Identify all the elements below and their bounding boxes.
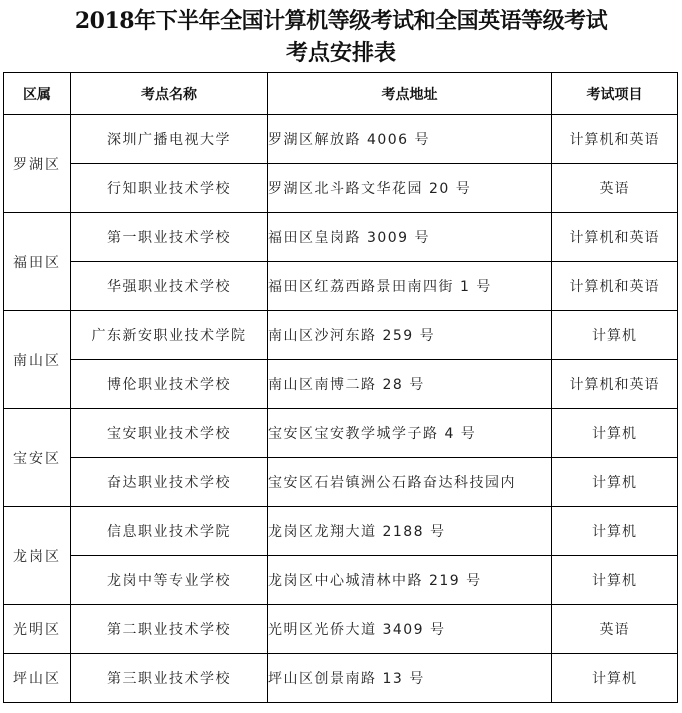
table-row (4, 311, 678, 360)
venue-address-cell: 福田区红荔西路景田南四街 1 号 (268, 262, 552, 311)
venue-address-cell: 龙岗区龙翔大道 2188 号 (268, 507, 552, 556)
table-row (4, 360, 678, 409)
venue-name-cell: 第二职业技术学校 (71, 605, 268, 654)
exam-subject-cell: 计算机 (552, 654, 678, 703)
exam-venue-table (3, 72, 678, 703)
exam-subject-cell: 计算机和英语 (552, 213, 678, 262)
venue-name-cell: 华强职业技术学校 (71, 262, 268, 311)
document-subtitle: 考点安排表 (285, 40, 396, 66)
venue-address-cell: 坪山区创景南路 13 号 (268, 654, 552, 703)
document-title: 2018年下半年全国计算机等级考试和全国英语等级考试 (74, 8, 608, 34)
venue-name-cell: 信息职业技术学院 (71, 507, 268, 556)
venue-address-cell: 龙岗区中心城清林中路 219 号 (268, 556, 552, 605)
district-cell: 龙岗区 (4, 507, 71, 605)
exam-subject-cell: 计算机 (552, 311, 678, 360)
table-row (4, 409, 678, 458)
table-row (4, 262, 678, 311)
table-header-row (4, 73, 678, 115)
table-row (4, 213, 678, 262)
district-cell: 光明区 (4, 605, 71, 654)
venue-name-cell: 龙岗中等专业学校 (71, 556, 268, 605)
exam-subject-cell: 计算机和英语 (552, 115, 678, 164)
venue-address-cell: 罗湖区北斗路文华花园 20 号 (268, 164, 552, 213)
venue-address-cell: 南山区沙河东路 259 号 (268, 311, 552, 360)
header-venue-address: 考点地址 (268, 73, 552, 115)
district-cell: 宝安区 (4, 409, 71, 507)
table-row (4, 115, 678, 164)
exam-subject-cell: 计算机 (552, 507, 678, 556)
venue-address-cell: 宝安区宝安教学城学子路 4 号 (268, 409, 552, 458)
header-exam-subject: 考试项目 (552, 73, 678, 115)
table-row (4, 507, 678, 556)
exam-subject-cell: 计算机 (552, 409, 678, 458)
venue-name-cell: 广东新安职业技术学院 (71, 311, 268, 360)
table-row (4, 458, 678, 507)
venue-address-cell: 罗湖区解放路 4006 号 (268, 115, 552, 164)
exam-subject-cell: 计算机 (552, 458, 678, 507)
exam-subject-cell: 英语 (552, 164, 678, 213)
venue-address-cell: 光明区光侨大道 3409 号 (268, 605, 552, 654)
venue-name-cell: 宝安职业技术学校 (71, 409, 268, 458)
venue-address-cell: 宝安区石岩镇洲公石路奋达科技园内 (268, 458, 552, 507)
exam-subject-cell: 英语 (552, 605, 678, 654)
header-district: 区属 (4, 73, 71, 115)
venue-name-cell: 第三职业技术学校 (71, 654, 268, 703)
venue-name-cell: 奋达职业技术学校 (71, 458, 268, 507)
exam-subject-cell: 计算机 (552, 556, 678, 605)
venue-name-cell: 行知职业技术学校 (71, 164, 268, 213)
table-row (4, 654, 678, 703)
district-cell: 南山区 (4, 311, 71, 409)
table-row (4, 556, 678, 605)
exam-subject-cell: 计算机和英语 (552, 360, 678, 409)
district-cell: 福田区 (4, 213, 71, 311)
venue-address-cell: 福田区皇岗路 3009 号 (268, 213, 552, 262)
table-row (4, 164, 678, 213)
venue-address-cell: 南山区南博二路 28 号 (268, 360, 552, 409)
table-row (4, 605, 678, 654)
district-cell: 罗湖区 (4, 115, 71, 213)
venue-name-cell: 博伦职业技术学校 (71, 360, 268, 409)
exam-subject-cell: 计算机和英语 (552, 262, 678, 311)
header-venue-name: 考点名称 (71, 73, 268, 115)
venue-name-cell: 第一职业技术学校 (71, 213, 268, 262)
district-cell: 坪山区 (4, 654, 71, 703)
venue-name-cell: 深圳广播电视大学 (71, 115, 268, 164)
